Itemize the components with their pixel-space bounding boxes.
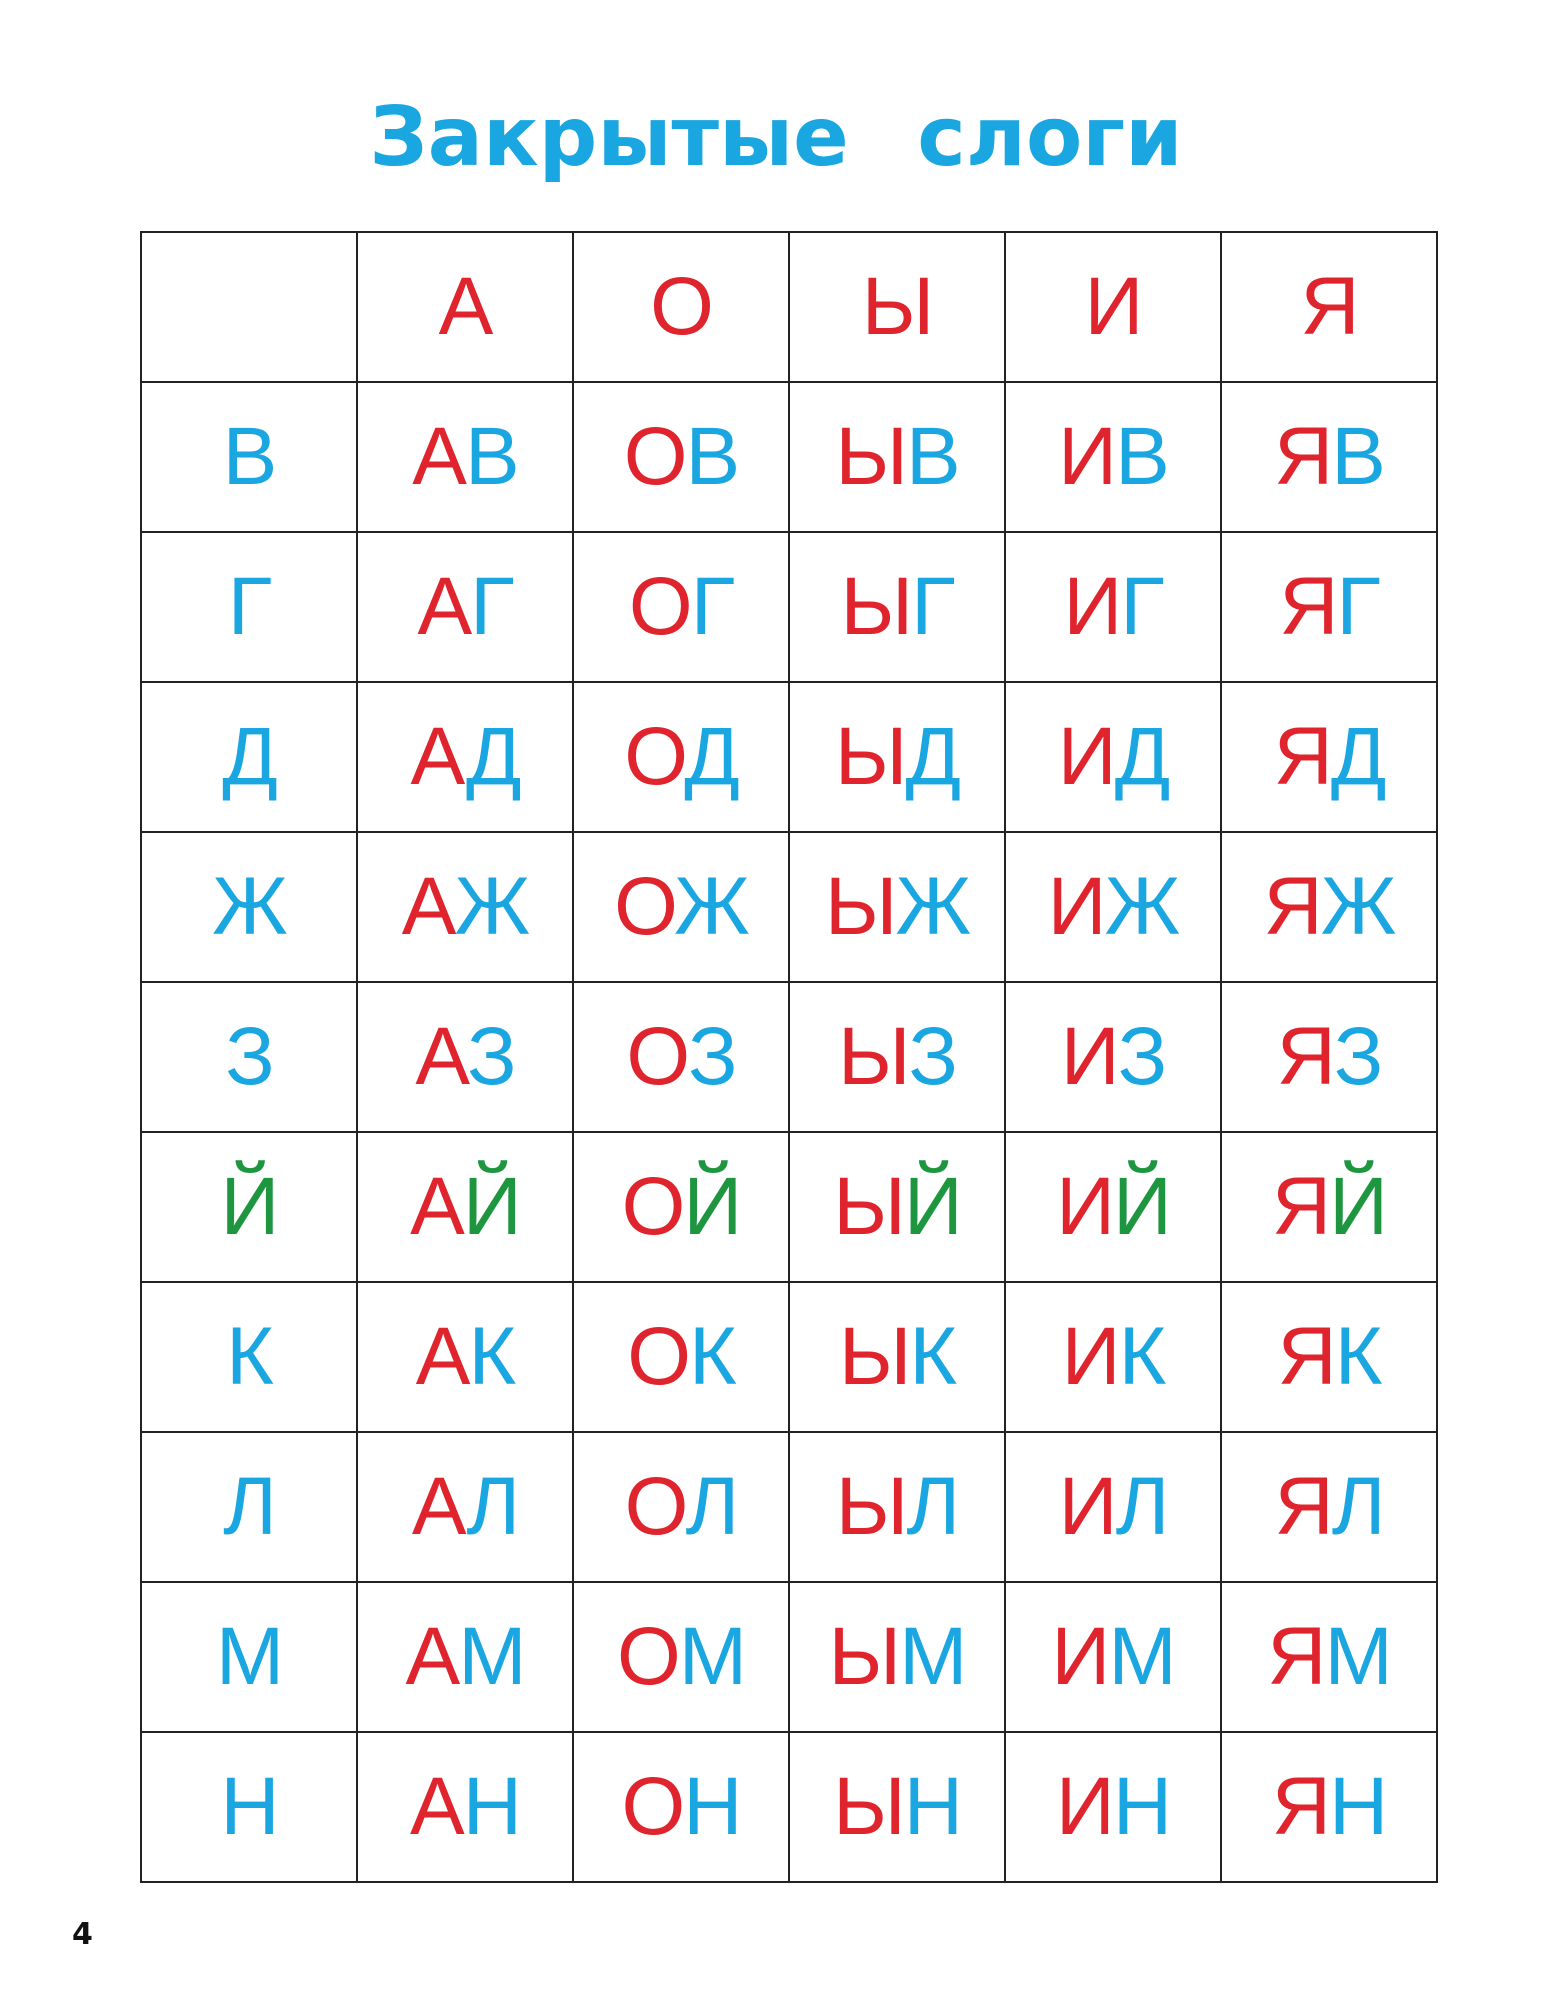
syllable-consonant: Л: [466, 1461, 519, 1552]
syllable-vowel: И: [1051, 1611, 1109, 1702]
vowel-header-row: [141, 232, 1437, 382]
syllable-cell: [1221, 1282, 1437, 1432]
syllable-consonant: К: [909, 1311, 956, 1402]
syllable-consonant: Ж: [454, 861, 529, 952]
syllable-consonant: Н: [462, 1761, 520, 1852]
consonant-header-cell: [141, 1282, 357, 1432]
syllable-vowel: Я: [1276, 1011, 1334, 1102]
syllable-cell: [357, 1282, 573, 1432]
syllable-cell: [1005, 1432, 1221, 1582]
syllable-cell: [573, 1582, 789, 1732]
syllable-vowel: А: [417, 561, 471, 652]
syllable-consonant: В: [1115, 411, 1168, 502]
syllable-consonant: Ж: [895, 861, 970, 952]
consonant-letter: К: [226, 1311, 272, 1402]
consonant-row: [141, 682, 1437, 832]
consonant-header-cell: [141, 1582, 357, 1732]
corner-cell: [141, 232, 357, 382]
syllable-cell: [573, 1732, 789, 1882]
syllable-cell: [789, 532, 1005, 682]
syllable-cell: [1005, 1282, 1221, 1432]
syllable-vowel: О: [621, 1761, 684, 1852]
syllable-vowel: И: [1061, 1311, 1119, 1402]
syllable-table-body: [141, 232, 1437, 1882]
syllable-vowel: А: [411, 1461, 467, 1552]
syllable-cell: [1221, 982, 1437, 1132]
syllable-cell: [573, 1282, 789, 1432]
syllable-consonant: Ж: [674, 861, 748, 952]
syllable-cell: [789, 982, 1005, 1132]
syllable-consonant: З: [908, 1011, 957, 1102]
syllable-vowel: А: [410, 1761, 463, 1852]
syllable-consonant: Л: [906, 1461, 959, 1552]
consonant-header-cell: [141, 1432, 357, 1582]
syllable-cell: [357, 982, 573, 1132]
consonant-letter: Д: [222, 711, 276, 802]
syllable-consonant: Д: [684, 711, 738, 802]
vowel-letter: Я: [1300, 261, 1358, 352]
syllable-vowel: Я: [1274, 1461, 1332, 1552]
syllable-cell: [1005, 682, 1221, 832]
syllable-vowel: О: [626, 1011, 689, 1102]
syllable-consonant: Й: [683, 1161, 741, 1252]
syllable-cell: [357, 532, 573, 682]
syllable-cell: [1005, 532, 1221, 682]
syllable-cell: [357, 1732, 573, 1882]
syllable-cell: [1005, 1732, 1221, 1882]
syllable-vowel: А: [401, 861, 455, 952]
consonant-header-cell: [141, 382, 357, 532]
syllable-consonant: З: [1333, 1011, 1382, 1102]
consonant-header-cell: [141, 1132, 357, 1282]
vowel-letter: О: [650, 261, 712, 352]
consonant-letter: Г: [227, 561, 271, 652]
syllable-consonant: Й: [1113, 1161, 1170, 1252]
syllable-consonant: Л: [685, 1461, 738, 1552]
syllable-cell: [1221, 382, 1437, 532]
syllable-consonant: В: [1331, 411, 1384, 502]
syllable-consonant: Г: [690, 561, 734, 652]
syllable-consonant: В: [465, 411, 518, 502]
syllable-consonant: Д: [905, 711, 960, 802]
syllable-cell: [1221, 1132, 1437, 1282]
syllable-consonant: Д: [465, 711, 520, 802]
syllable-vowel: А: [410, 1161, 463, 1252]
syllable-cell: [789, 832, 1005, 982]
syllable-consonant: К: [1334, 1311, 1381, 1402]
syllable-cell: [1221, 1432, 1437, 1582]
vowel-letter: И: [1084, 261, 1142, 352]
vowel-header-cell: [1005, 232, 1221, 382]
syllable-cell: [1005, 1132, 1221, 1282]
syllable-vowel: О: [627, 1311, 689, 1402]
consonant-letter: Н: [220, 1761, 278, 1852]
syllable-consonant: Н: [683, 1761, 741, 1852]
consonant-row: [141, 982, 1437, 1132]
syllable-vowel: О: [624, 711, 685, 802]
syllable-cell: [1221, 1732, 1437, 1882]
syllable-vowel: О: [621, 1161, 684, 1252]
syllable-vowel: И: [1056, 1161, 1113, 1252]
consonant-letter: Ж: [212, 861, 286, 952]
consonant-letter: Л: [223, 1461, 275, 1552]
syllable-vowel: Ы: [834, 711, 906, 802]
syllable-consonant: Ж: [1104, 861, 1179, 952]
vowel-header-cell: [789, 232, 1005, 382]
syllable-consonant: К: [689, 1311, 735, 1402]
syllable-cell: [1221, 682, 1437, 832]
consonant-letter: В: [222, 411, 276, 502]
syllable-vowel: Я: [1263, 861, 1321, 952]
syllable-cell: [573, 982, 789, 1132]
syllable-vowel: Ы: [840, 561, 912, 652]
syllable-cell: [1005, 832, 1221, 982]
syllable-cell: [1005, 1582, 1221, 1732]
syllable-vowel: Я: [1271, 1761, 1329, 1852]
syllable-vowel: Я: [1271, 1161, 1330, 1252]
syllable-consonant: Н: [1329, 1761, 1387, 1852]
syllable-consonant: М: [1108, 1611, 1175, 1702]
syllable-vowel: О: [616, 1611, 679, 1702]
syllable-vowel: А: [412, 411, 465, 502]
consonant-row: [141, 1132, 1437, 1282]
consonant-row: [141, 382, 1437, 532]
consonant-row: [141, 1582, 1437, 1732]
syllable-consonant: Г: [911, 561, 954, 652]
consonant-header-cell: [141, 1732, 357, 1882]
syllable-vowel: И: [1058, 1461, 1116, 1552]
syllable-vowel: Я: [1267, 1611, 1325, 1702]
syllable-consonant: М: [1324, 1611, 1391, 1702]
syllable-cell: [789, 1282, 1005, 1432]
syllable-vowel: А: [405, 1611, 459, 1702]
syllable-vowel: Ы: [835, 1461, 907, 1552]
syllable-vowel: А: [415, 1011, 468, 1102]
consonant-header-cell: [141, 682, 357, 832]
syllable-cell: [357, 832, 573, 982]
consonant-letter: Й: [220, 1161, 278, 1252]
syllable-vowel: Я: [1273, 711, 1331, 802]
syllable-cell: [573, 532, 789, 682]
syllable-cell: [789, 382, 1005, 532]
syllable-cell: [357, 1132, 573, 1282]
page-number: 4: [72, 1917, 93, 1952]
syllable-cell: [1005, 382, 1221, 532]
syllable-vowel: О: [628, 561, 691, 652]
page-title: Закрытые слоги: [369, 90, 1183, 185]
syllable-consonant: Д: [1114, 711, 1169, 802]
consonant-header-cell: [141, 982, 357, 1132]
syllable-vowel: Ы: [835, 411, 906, 502]
syllable-vowel: Я: [1274, 411, 1332, 502]
syllable-consonant: З: [688, 1011, 736, 1102]
syllable-cell: [789, 1132, 1005, 1282]
consonant-letter: З: [225, 1011, 273, 1102]
consonant-row: [141, 1432, 1437, 1582]
syllable-cell: [573, 1432, 789, 1582]
syllable-cell: [1221, 832, 1437, 982]
syllable-cell: [573, 682, 789, 832]
syllable-consonant: В: [685, 411, 739, 502]
syllable-cell: [573, 1132, 789, 1282]
syllable-vowel: А: [415, 1311, 469, 1402]
syllable-cell: [357, 382, 573, 532]
syllable-consonant: Д: [1330, 711, 1385, 802]
syllable-consonant: Л: [1331, 1461, 1384, 1552]
syllable-cell: [1005, 982, 1221, 1132]
syllable-cell: [357, 1582, 573, 1732]
syllable-cell: [789, 1432, 1005, 1582]
vowel-letter: А: [438, 261, 492, 352]
consonant-header-cell: [141, 532, 357, 682]
syllable-consonant: Г: [1336, 561, 1379, 652]
syllable-vowel: Ы: [824, 861, 896, 952]
syllable-table: [140, 231, 1438, 1883]
vowel-letter: Ы: [861, 261, 933, 352]
syllable-cell: [1221, 1582, 1437, 1732]
syllable-vowel: О: [623, 411, 686, 502]
syllable-vowel: О: [614, 861, 675, 952]
syllable-vowel: Ы: [833, 1761, 904, 1852]
syllable-vowel: Ы: [828, 1611, 900, 1702]
consonant-row: [141, 832, 1437, 982]
syllable-consonant: Н: [903, 1761, 961, 1852]
syllable-cell: [357, 682, 573, 832]
syllable-vowel: И: [1055, 1761, 1113, 1852]
syllable-consonant: М: [678, 1611, 746, 1702]
syllable-vowel: И: [1057, 711, 1115, 802]
syllable-consonant: Н: [1112, 1761, 1171, 1852]
syllable-vowel: И: [1060, 1011, 1118, 1102]
syllable-consonant: Й: [903, 1161, 961, 1252]
vowel-header-cell: [357, 232, 573, 382]
syllable-cell: [1221, 532, 1437, 682]
syllable-consonant: М: [458, 1611, 525, 1702]
syllable-vowel: О: [624, 1461, 686, 1552]
syllable-cell: [573, 832, 789, 982]
vowel-header-cell: [573, 232, 789, 382]
syllable-consonant: Й: [462, 1161, 520, 1252]
syllable-cell: [789, 682, 1005, 832]
syllable-cell: [357, 1432, 573, 1582]
syllable-consonant: З: [1117, 1011, 1166, 1102]
syllable-cell: [789, 1732, 1005, 1882]
consonant-header-cell: [141, 832, 357, 982]
syllable-consonant: Л: [1115, 1461, 1168, 1552]
syllable-consonant: К: [468, 1311, 515, 1402]
syllable-consonant: Ж: [1320, 861, 1395, 952]
syllable-cell: [573, 382, 789, 532]
consonant-letter: М: [215, 1611, 283, 1702]
syllable-vowel: Я: [1279, 561, 1337, 652]
syllable-consonant: М: [899, 1611, 966, 1702]
consonant-row: [141, 1282, 1437, 1432]
vowel-header-cell: [1221, 232, 1437, 382]
syllable-consonant: В: [905, 411, 959, 502]
syllable-vowel: И: [1063, 561, 1121, 652]
syllable-cell: [789, 1582, 1005, 1732]
consonant-row: [141, 1732, 1437, 1882]
syllable-vowel: Ы: [833, 1161, 904, 1252]
syllable-consonant: Г: [470, 561, 513, 652]
syllable-consonant: З: [467, 1011, 515, 1102]
syllable-consonant: Й: [1329, 1161, 1387, 1252]
syllable-consonant: К: [1118, 1311, 1165, 1402]
syllable-vowel: И: [1058, 411, 1116, 502]
consonant-row: [141, 532, 1437, 682]
syllable-vowel: Ы: [838, 1311, 910, 1402]
syllable-vowel: А: [410, 711, 466, 802]
syllable-consonant: Г: [1120, 561, 1163, 652]
syllable-vowel: Я: [1277, 1311, 1335, 1402]
syllable-vowel: Ы: [837, 1011, 909, 1102]
syllable-vowel: И: [1047, 861, 1105, 952]
